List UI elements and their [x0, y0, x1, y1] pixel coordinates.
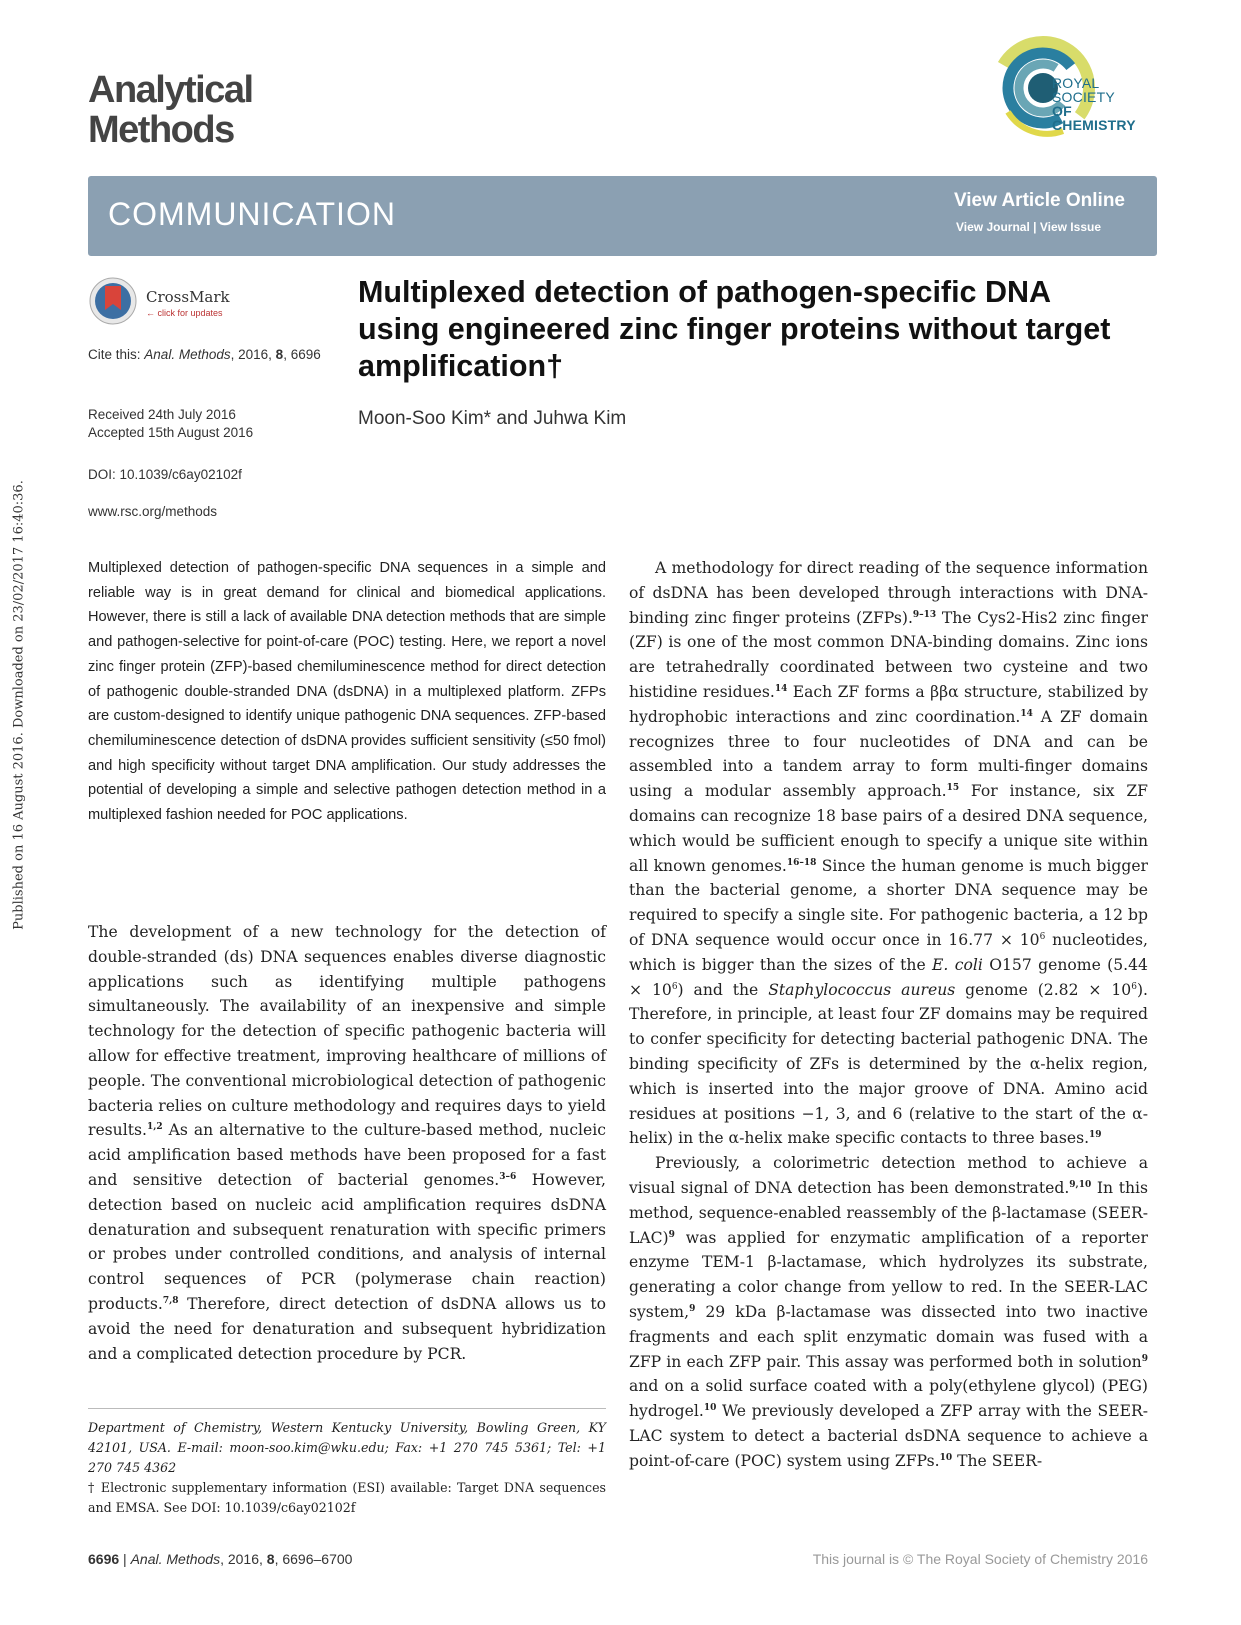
body-text: A ZF domain recognizes three to four nucleotides of DNA and can be assembled into a tandem array to form multi-finger domains using a modular assembly approach.: [629, 707, 1148, 801]
body-text: However, detection based on nucleic acid amplification requires dsDNA denaturation and subsequent renaturation with specific primers or probes under controlled conditions, and analysis of internal control sequences of PCR (polymerase chain reaction) products.: [88, 1170, 606, 1313]
body-text: We previously developed a ZFP array with the SEER-LAC system to detect a bacterial dsDNA sequence to achieve a point-of-care (POC) system using ZFPs.: [629, 1402, 1148, 1470]
banner-links: [956, 220, 1101, 234]
article-title: Multiplexed detection of pathogen-specific DNA using engineered zinc finger proteins without target amplification†: [358, 275, 1111, 383]
citation-ref[interactable]: 9: [1141, 1353, 1148, 1364]
footer-pages: , 6696–6700: [274, 1551, 353, 1567]
body-text: The Cys2-His2 zinc finger (ZF) is one of the most common DNA-binding domains. Zinc ions are tetrahedrally coordinated between two cysteine and two histidine residues.: [629, 608, 1148, 701]
rsc-logo[interactable]: [988, 32, 1158, 144]
citation: [88, 346, 321, 364]
citation-ref[interactable]: 10: [939, 1452, 953, 1463]
citation-ref[interactable]: 3–6: [499, 1171, 517, 1182]
body-text: The development of a new technology for the detection of double-stranded (ds) DNA sequences enables diverse diagnostic applications such as identifying multiple pathogens simultaneously. The availability of an inexpensive and simple technology for the detection of specific pathogenic bacteria will allow for effective treatment, improving healthcare of millions of people. The conventional microbiological detection of pathogenic bacteria relies on culture methodology and requires days to yield results.: [88, 923, 606, 1140]
banner-link-separator: |: [1033, 220, 1037, 234]
body-text: ). Therefore, in principle, at least four ZF domains may be required to confer specificity for detecting bacterial pathogenic DNA. The binding specificity of ZFs is determined by the α-helix region, which is inserted into the major groove of DNA. Amino acid residues at positions −1, 3, and 6 (relative to the start of the α-helix) in the α-helix make specific contacts to three bases.: [629, 980, 1148, 1148]
body-text: was applied for enzymatic amplification of a reporter enzyme TEM-1 β-lactamase, which hydrolyzes its substrate, generating a color change from yellow to red. In the SEER-LAC system,: [629, 1228, 1148, 1321]
body-text: The SEER-: [952, 1451, 1043, 1470]
dates: [88, 406, 253, 442]
left-arrow-icon: ←: [146, 308, 155, 318]
citation-ref[interactable]: 9: [689, 1303, 696, 1314]
body-text: and on a solid surface coated with a poly(ethylene glycol) (PEG) hydrogel.: [629, 1377, 1148, 1421]
body-column-left: [88, 920, 606, 1366]
rsc-logo-text: [1052, 76, 1158, 132]
citation-ref[interactable]: 14: [774, 683, 788, 694]
body-text: Therefore, direct detection of dsDNA allows us to avoid the need for denaturation and subsequent hybridization and a complicated detection procedure by PCR.: [88, 1294, 606, 1363]
citation-ref[interactable]: 1,2: [146, 1122, 163, 1133]
exponent: 6: [1039, 931, 1046, 942]
rsc-logo-line2: OF CHEMISTRY: [1052, 103, 1136, 133]
crossmark-name: CrossMark: [146, 288, 230, 306]
view-journal-link[interactable]: View Journal: [955, 220, 1030, 234]
body-text: genome (2.82 × 10: [955, 980, 1132, 999]
body-paragraph: [629, 1151, 1148, 1473]
download-stamp: [0, 470, 38, 940]
body-text: As an alternative to the culture-based method, nucleic acid amplification based methods have been proposed for a fast and sensitive detection of bacterial genomes.: [88, 1121, 606, 1189]
body-text: O157 genome (5.44 × 10: [629, 955, 1148, 999]
crossmark-badge[interactable]: [88, 276, 238, 332]
download-stamp-text: Published on 16 August 2016. Downloaded on 23/02/2017 16:40:36.: [11, 480, 27, 930]
body-text: ) and the: [677, 980, 769, 999]
citation-ref[interactable]: 9: [668, 1229, 675, 1240]
abstract: Multiplexed detection of pathogen-specific DNA sequences in a simple and reliable way is in great demand for clinical and biomedical applications. However, there is still a lack of available DNA detection methods that are simple and pathogen-selective for point-of-care (POC) testing. Here, we report a novel zinc finger protein (ZFP)-based chemiluminescence method for direct detection of pathogenic double-stranded DNA (dsDNA) in a multiplexed platform. ZFPs are custom-designed to identify unique pathogenic DNA sequences. ZFP-based chemiluminescence detection of dsDNA provides sufficient sensitivity (≤50 fmol) and high specificity without target DNA amplification. Our study addresses the potential of developing a simple and selective pathogen detection method in a multiplexed fashion needed for POC applications.: [88, 560, 606, 824]
copyright-notice: This journal is © The Royal Society of Chemistry 2016: [812, 1551, 1148, 1567]
authors: Moon-Soo Kim* and Juhwa Kim: [358, 408, 627, 429]
doi[interactable]: DOI: 10.1039/c6ay02102f: [88, 467, 242, 482]
crossmark-sub: [146, 308, 223, 318]
body-text: nucleotides, which is bigger than the sizes of the: [629, 930, 1148, 974]
cite-volume: 8: [275, 347, 284, 362]
crossmark-icon: [88, 276, 138, 326]
received-date: Received 24th July 2016: [88, 407, 236, 422]
body-text: In this method, sequence-enabled reassembly of the β-lactamase (SEER-LAC): [629, 1178, 1148, 1247]
journal-title[interactable]: [88, 70, 253, 150]
cite-year: , 2016,: [230, 347, 272, 362]
journal-title-line1: Analytical: [88, 69, 253, 111]
citation-ref[interactable]: 9,10: [1069, 1179, 1092, 1190]
body-text: For instance, six ZF domains can recognize 18 base pairs of a desired DNA sequence, which would be sufficient enough to specify a unique site within all known genomes.: [629, 782, 1148, 875]
exponent: 6: [671, 981, 678, 992]
cite-label: Cite this:: [88, 347, 141, 362]
body-text: Each ZF forms a ββα structure, stabilized by hydrophobic interactions and zinc coordination.: [629, 682, 1149, 726]
exponent: 6: [1131, 981, 1137, 992]
footnotes: [88, 1418, 606, 1518]
cite-page: , 6696: [283, 347, 321, 362]
footnote-divider: [88, 1408, 606, 1409]
cite-journal: Anal. Methods: [144, 347, 231, 362]
page-number: 6696: [88, 1551, 120, 1567]
body-paragraph: [88, 920, 606, 1366]
view-article-online-link[interactable]: View Article Online: [953, 190, 1125, 211]
citation-ref[interactable]: 10: [703, 1403, 717, 1414]
article-type-banner: [88, 176, 1157, 256]
citation-ref[interactable]: 7,8: [162, 1295, 179, 1306]
citation-ref[interactable]: 16–18: [786, 857, 817, 868]
body-text: Previously, a colorimetric detection method to achieve a visual signal of DNA detection has been demonstrated.: [629, 1154, 1148, 1197]
footer-sep: |: [119, 1551, 131, 1567]
journal-url[interactable]: www.rsc.org/methods: [88, 504, 218, 519]
citation-ref[interactable]: 15: [946, 783, 960, 794]
body-text: 29 kDa β-lactamase was dissected into two inactive fragments and each split enzymatic domain was fused with a ZFP in each ZFP pair. This assay was performed both in solution: [629, 1302, 1148, 1371]
esi-footnote: † Electronic supplementary information (ESI) available: Target DNA sequences and EMSA. See DOI: 10.1039/c6ay02102f: [88, 1480, 606, 1515]
rsc-logo-line1: ROYAL SOCIETY: [1052, 75, 1115, 105]
footer-volume: 8: [266, 1551, 275, 1567]
body-paragraph: [629, 556, 1148, 1151]
affiliation-footnote: Department of Chemistry, Western Kentucky University, Bowling Green, KY 42101, USA. E-mail: moon-soo.kim@wku.edu; Fax: +1 270 745 5361; Tel: +1 270 745 4362: [88, 1420, 606, 1475]
crossmark-sub-text: click for updates: [157, 308, 223, 318]
view-issue-link[interactable]: View Issue: [1039, 220, 1101, 234]
page-footer-citation: [88, 1551, 352, 1567]
citation-ref[interactable]: 19: [1089, 1130, 1102, 1141]
species-name: Staphylococcus aureus: [768, 980, 956, 999]
article-type: COMMUNICATION: [108, 196, 396, 232]
citation-ref[interactable]: 14: [1020, 708, 1033, 719]
body-text: Since the human genome is much bigger than the bacterial genome, a shorter DNA sequence may be required to specify a single site. For pathogenic bacteria, a 12 bp of DNA sequence would occur once in 16.77 × 10: [629, 856, 1148, 949]
accepted-date: Accepted 15th August 2016: [88, 425, 254, 440]
citation-ref[interactable]: 9–13: [912, 609, 937, 620]
species-name: E. coli: [932, 955, 983, 974]
journal-title-line2: Methods: [88, 109, 234, 151]
body-text: A methodology for direct reading of the sequence information of dsDNA has been developed through interactions with DNA-binding zinc finger proteins (ZFPs).: [629, 559, 1148, 627]
body-column-right: [629, 556, 1148, 1473]
footer-year: , 2016,: [220, 1551, 267, 1567]
footer-journal: Anal. Methods: [130, 1551, 221, 1567]
